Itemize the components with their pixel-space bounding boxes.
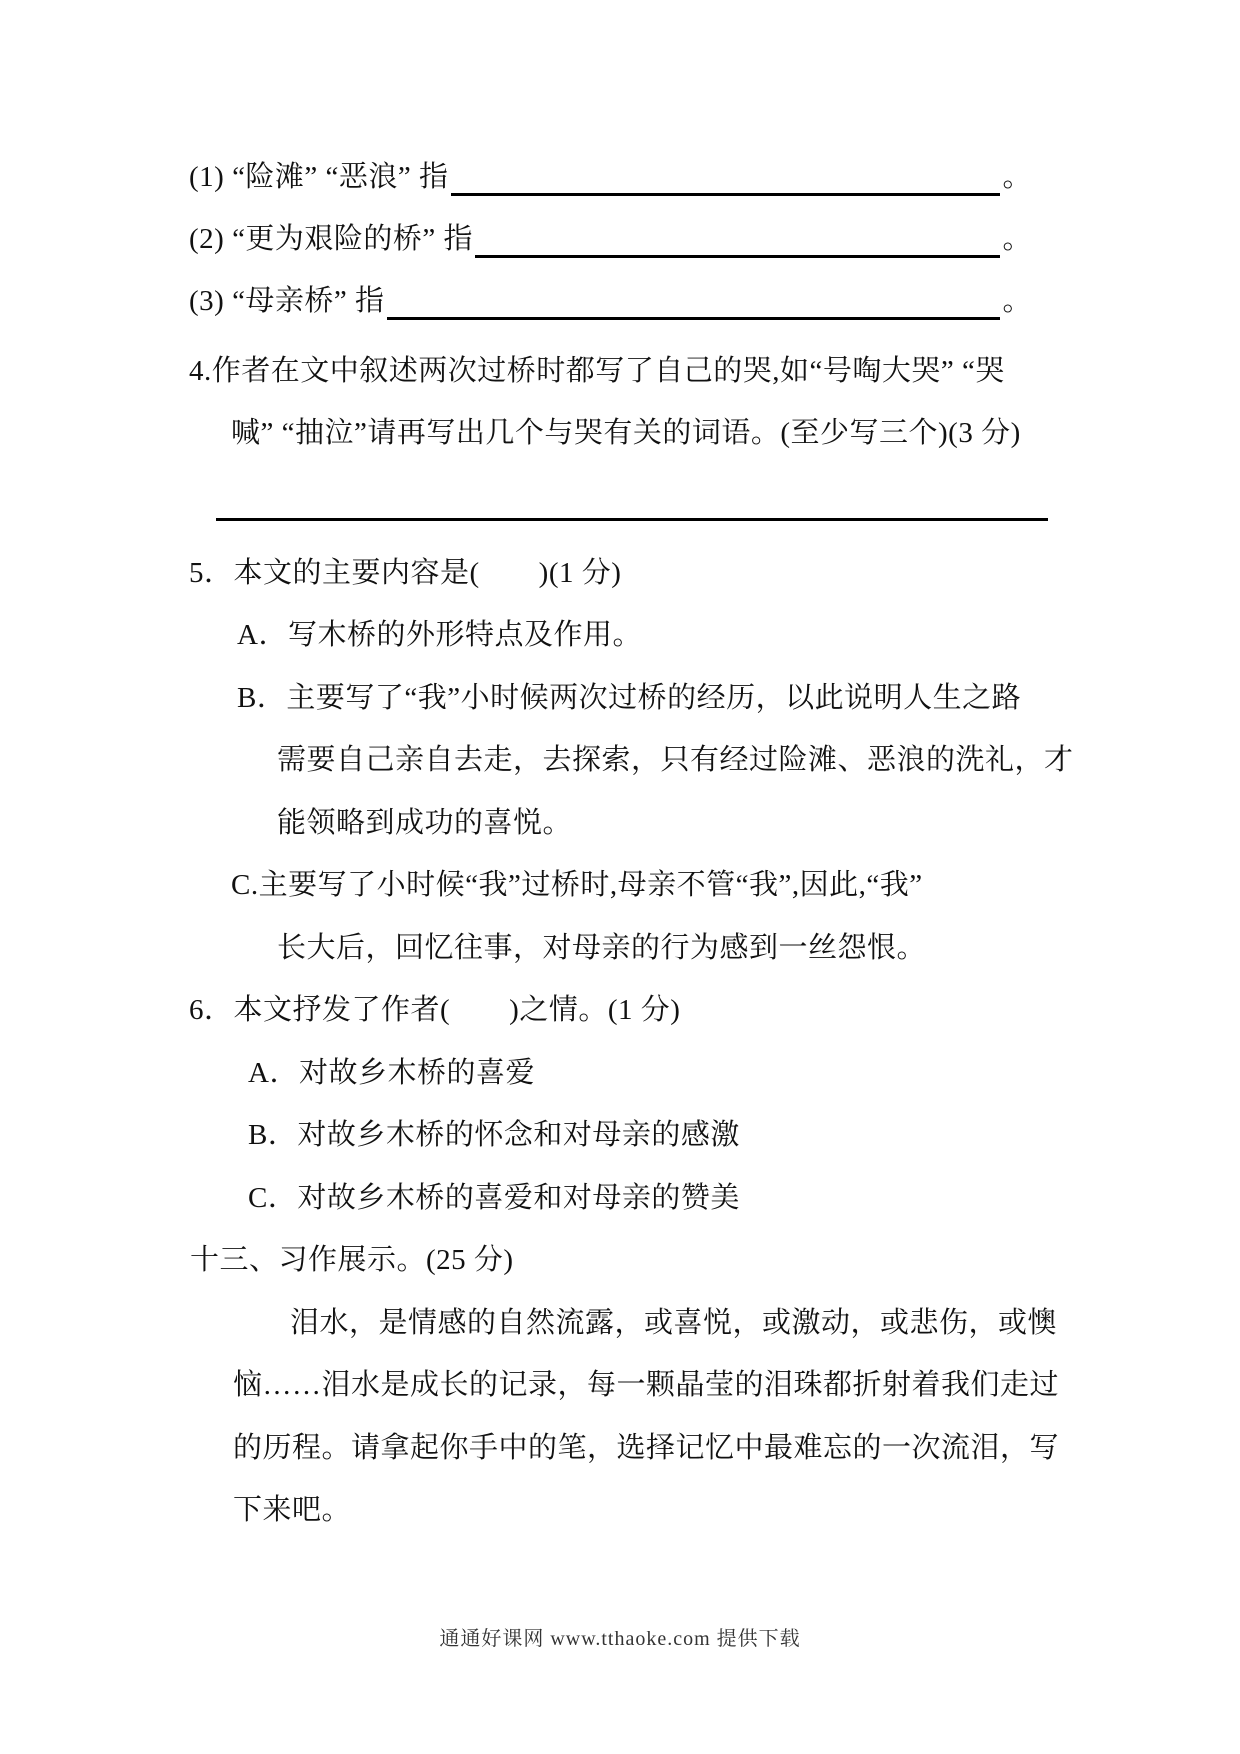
question-5-option-b-line-2: 需要自己亲自去走，去探索，只有经过险滩、恶浪的洗礼，才: [277, 744, 1074, 776]
essay-prompt-line-2: 恼……泪水是成长的记录，每一颗晶莹的泪珠都折射着我们走过: [233, 1369, 1060, 1401]
question-5-option-b-line-1: B．主要写了“我”小时候两次过桥的经历，以此说明人生之路: [237, 682, 1022, 714]
fill-blank-item-2: [189, 220, 1032, 258]
question-5-option-a: A．写木桥的外形特点及作用。: [237, 619, 642, 651]
period-suffix: 。: [1002, 285, 1032, 317]
period-suffix: 。: [1002, 161, 1032, 193]
fill-blank-label: (3) “母亲桥” 指: [189, 285, 385, 317]
answer-blank-line: [216, 518, 1048, 521]
question-6-option-a: A．对故乡木桥的喜爱: [248, 1057, 535, 1089]
answer-blank-underline: [451, 159, 1001, 196]
question-6-option-c: C．对故乡木桥的喜爱和对母亲的赞美: [248, 1182, 740, 1214]
essay-prompt-line-4: 下来吧。: [233, 1494, 352, 1526]
answer-blank-underline: [387, 283, 1001, 320]
question-4-line-2: 喊” “抽泣”请再写出几个与哭有关的词语。(至少写三个)(3 分): [231, 417, 1021, 449]
essay-prompt-line-3: 的历程。请拿起你手中的笔，选择记忆中最难忘的一次流泪，写: [233, 1432, 1060, 1464]
fill-blank-label: (2) “更为艰险的桥” 指: [189, 223, 474, 255]
fill-blank-item-1: [189, 158, 1032, 196]
question-4-line-1: 4.作者在文中叙述两次过桥时都写了自己的哭,如“号啕大哭” “哭: [189, 355, 1005, 387]
period-suffix: 。: [1002, 223, 1032, 255]
section-13-heading: 十三、习作展示。(25 分): [190, 1244, 514, 1276]
question-5-option-b-line-3: 能领略到成功的喜悦。: [277, 807, 573, 839]
essay-prompt-line-1: 泪水，是情感的自然流露，或喜悦，或激动，或悲伤，或懊: [290, 1307, 1058, 1339]
question-5-option-c-line-1: C.主要写了小时候“我”过桥时,母亲不管“我”,因此,“我”: [231, 869, 923, 901]
footer-watermark-text: 通通好课网 www.tthaoke.com 提供下载: [439, 1628, 801, 1650]
question-6-option-b: B．对故乡木桥的怀念和对母亲的感激: [248, 1119, 740, 1151]
question-5-option-c-line-2: 长大后，回忆往事，对母亲的行为感到一丝怨恨。: [277, 932, 927, 964]
question-6-stem: 6．本文抒发了作者( )之情。(1 分): [189, 994, 681, 1026]
fill-blank-label: (1) “险滩” “恶浪” 指: [189, 161, 449, 193]
fill-blank-item-3: [189, 282, 1032, 320]
answer-blank-underline: [475, 221, 1000, 258]
question-5-stem: 5．本文的主要内容是( )(1 分): [189, 557, 622, 589]
